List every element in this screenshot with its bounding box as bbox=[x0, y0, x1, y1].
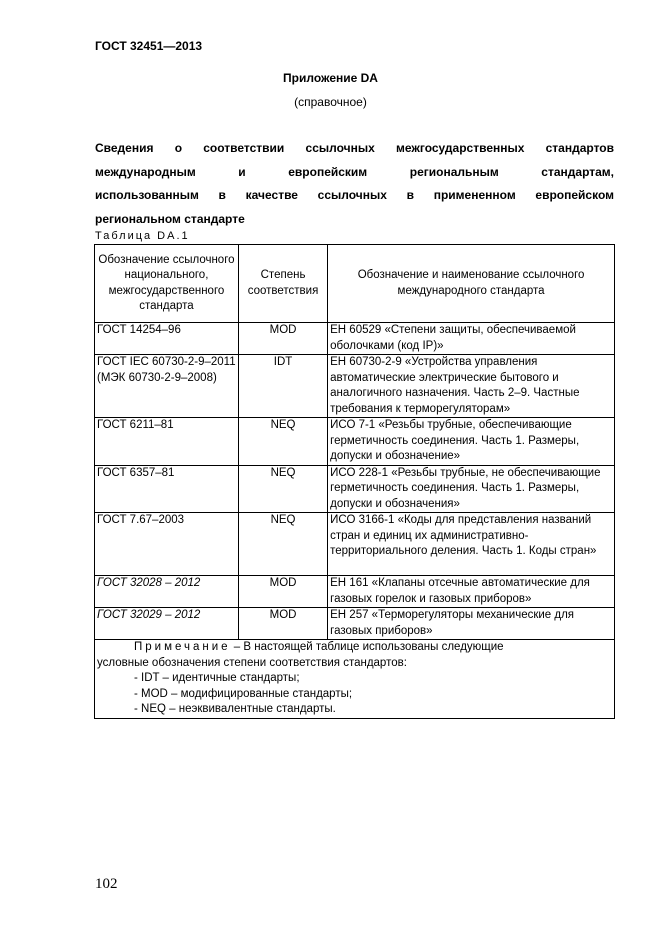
standard-code: ГОСТ 32451—2013 bbox=[95, 39, 203, 53]
table-caption: Таблица DA.1 bbox=[95, 230, 190, 242]
cell-international: ЕН 60529 «Степени защиты, обеспечиваемой оболочками (код IP)» bbox=[328, 323, 615, 355]
cell-international: ЕН 60730-2-9 «Устройства управления автоматические электрические бытового и аналогичного назначения. Часть 2–9. Частные требования к терморегуляторам» bbox=[328, 355, 615, 418]
table-row bbox=[95, 418, 615, 466]
cell-national: ГОСТ 32029 – 2012 bbox=[95, 608, 239, 640]
appendix-subtitle: (справочное) bbox=[294, 95, 367, 109]
section-heading bbox=[95, 137, 614, 231]
appendix-title: Приложение DA bbox=[283, 71, 378, 85]
cell-international: ИСО 3166-1 «Коды для представления названий стран и единиц их административно-территориального деления. Часть 1. Коды стран» bbox=[328, 513, 615, 576]
cell-degree: NEQ bbox=[238, 513, 327, 576]
cell-degree: MOD bbox=[238, 323, 327, 355]
cell-national: ГОСТ 7.67–2003 bbox=[95, 513, 239, 576]
cell-national: ГОСТ 14254–96 bbox=[95, 323, 239, 355]
note-text: – В настоящей таблице использованы следующие bbox=[230, 641, 504, 653]
heading-line: использованным в качестве ссылочных в примененном европейском bbox=[95, 188, 614, 202]
cell-degree: IDT bbox=[238, 355, 327, 418]
cell-international: ЕН 161 «Клапаны отсечные автоматические для газовых горелок и газовых приборов» bbox=[328, 576, 615, 608]
cell-national: ГОСТ 32028 – 2012 bbox=[95, 576, 239, 608]
column-header-degree: Степень соответствия bbox=[238, 245, 327, 323]
note-item: - MOD – модифицированные стандарты; bbox=[134, 687, 353, 700]
cell-international: ИСО 7-1 «Резьбы трубные, обеспечивающие герметичность соединения. Часть 1. Размеры, допуски и обозначение» bbox=[328, 418, 615, 466]
table-row bbox=[95, 608, 615, 640]
table-note bbox=[95, 640, 615, 719]
column-header-international: Обозначение и наименование ссылочного международного стандарта bbox=[328, 245, 615, 323]
column-header-national: Обозначение ссылочного национального, межгосударственного стандарта bbox=[95, 245, 239, 323]
table-row bbox=[95, 576, 615, 608]
table-note-row bbox=[95, 640, 615, 719]
correspondence-table bbox=[94, 244, 615, 719]
cell-degree: NEQ bbox=[238, 465, 327, 513]
cell-degree: NEQ bbox=[238, 418, 327, 466]
heading-line: Сведения о соответствии ссылочных межгосударственных стандартов bbox=[95, 141, 614, 155]
table-row bbox=[95, 355, 615, 418]
note-item: - IDT – идентичные стандарты; bbox=[134, 672, 300, 684]
cell-degree: MOD bbox=[238, 608, 327, 640]
table-row bbox=[95, 513, 615, 576]
table-row bbox=[95, 323, 615, 355]
cell-international: ИСО 228-1 «Резьбы трубные, не обеспечивающие герметичность соединения. Часть 1. Размеры, допуски и обозначения» bbox=[328, 465, 615, 513]
table-header-row bbox=[95, 245, 615, 323]
cell-international: ЕН 257 «Терморегуляторы механические для газовых приборов» bbox=[328, 608, 615, 640]
heading-line: региональном стандарте bbox=[95, 211, 245, 226]
cell-national: ГОСТ 6357–81 bbox=[95, 465, 239, 513]
cell-national: ГОСТ 6211–81 bbox=[95, 418, 239, 466]
note-text: условные обозначения степени соответствия стандартов: bbox=[97, 656, 407, 669]
cell-degree: MOD bbox=[238, 576, 327, 608]
note-title: Примечание bbox=[134, 641, 231, 653]
cell-national: ГОСТ IEC 60730-2-9–2011 (МЭК 60730-2-9–2008) bbox=[95, 355, 239, 418]
page-number: 102 bbox=[95, 876, 118, 892]
note-item: - NEQ – неэквивалентные стандарты. bbox=[134, 703, 336, 715]
heading-line: международным и европейским региональным стандартам, bbox=[95, 164, 614, 179]
table-row bbox=[95, 465, 615, 513]
